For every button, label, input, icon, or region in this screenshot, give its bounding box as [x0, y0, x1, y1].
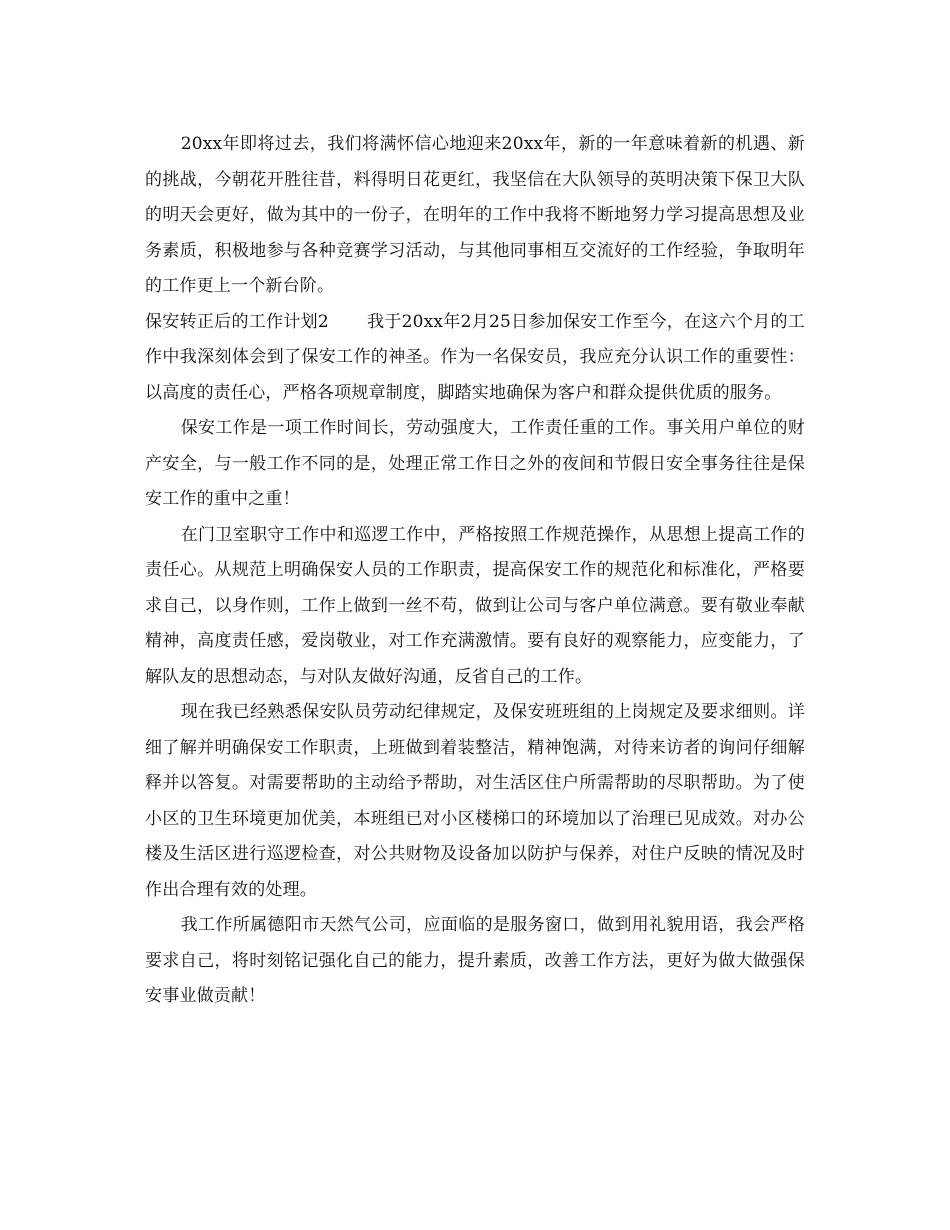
- section-first-paragraph-text: 我于20xx年2月25日参加保安工作至今，在这六个月的工作中我深刻体会到了保安工作的神圣。作为一名保安员，我应充分认识工作的重要性：以高度的责任心，严格各项规章制度，脚踏实地确保为客户和群众提供优质的服务。: [145, 311, 805, 403]
- document-body: [145, 127, 805, 1015]
- paragraph-guard-duty: 在门卫室职守工作中和巡逻工作中，严格按照工作规范操作，从思想上提高工作的责任心。从规范上明确保安人员的工作职责，提高保安工作的规范化和标准化，严格要求自己，以身作则，工作上做到一丝不苟，做到让公司与客户单位满意。要有敬业奉献精神，高度责任感，爱岗敬业，对工作充满激情。要有良好的观察能力，应变能力，了解队友的思想动态，与对队友做好沟通，反省自己的工作。: [145, 524, 805, 687]
- section-2-opening-paragraph: [145, 305, 805, 412]
- section-title: 保安转正后的工作计划2: [145, 311, 329, 332]
- paragraph-familiar-with-rules: 现在我已经熟悉保安队员劳动纪律规定，及保安班班组的上岗规定及要求细则。详细了解并明确保安工作职责，上班做到着装整洁，精神饱满，对待来访者的询问仔细解释并以答复。对需要帮助的主动给予帮助，对生活区住户所需帮助的尽职帮助。为了使小区的卫生环境更加优美，本班组已对小区楼梯口的环境加以了治理已见成效。对办公楼及生活区进行巡逻检查，对公共财物及设备加以防护与保养，对住户反映的情况及时作出合理有效的处理。: [145, 702, 805, 900]
- paragraph-new-year-outlook: 20xx年即将过去，我们将满怀信心地迎来20xx年，新的一年意味着新的机遇、新的挑战，今朝花开胜往昔，料得明日花更红，我坚信在大队领导的英明决策下保卫大队的明天会更好，做为其中的一份子，在明年的工作中我将不断地努力学习提高思想及业务素质，积极地参与各种竞赛学习活动，与其他同事相互交流好的工作经验，争取明年的工作更上一个新台阶。: [145, 134, 805, 296]
- paragraph-security-work-nature: 保安工作是一项工作时间长，劳动强度大，工作责任重的工作。事关用户单位的财产安全，与一般工作不同的是，处理正常工作日之外的夜间和节假日安全事务往往是保安工作的重中之重！: [145, 418, 805, 509]
- paragraph-company-service: 我工作所属德阳市天然气公司，应面临的是服务窗口，做到用礼貌用语，我会严格要求自己，将时刻铭记强化自己的能力，提升素质，改善工作方法，更好为做大做强保安事业做贡献！: [145, 915, 805, 1006]
